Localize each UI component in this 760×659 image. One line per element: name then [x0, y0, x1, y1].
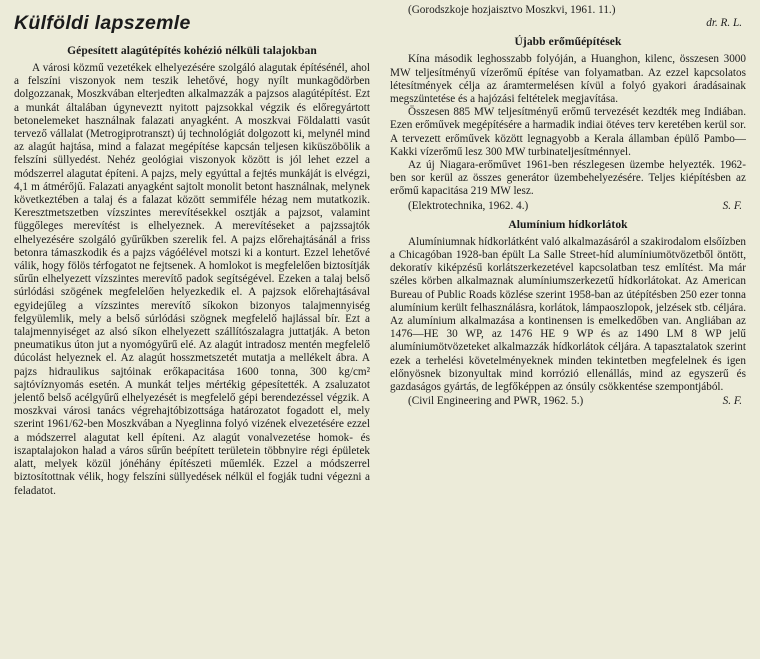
signature-aluminium: S. F.: [722, 395, 742, 408]
article-title-aluminium: Alumínium hídkorlátok: [508, 218, 628, 231]
article-body-aluminium: Alumíniumnak hídkorlátként való alkalmazásáról a szakirodalom elsőízben a Chicagóban 1928-ban épült La Salle Street-híd alumíniumötvözetből öntött, dekoratív kiképzésű korlátszerkezetével kapcsolatban tesz említést. Ma már széles körben alkalmaznak alumíniumszerkezetű hídkorlátokat. Az American Bureau of Public Roads közlése szerint 1958-ban az útépítésben 250 ezer tonna alumínium került felhasználásra, korlátok, lámpaoszlopok, jelzések stb. céljára. Az alumínium alkalmazása a kontinensen is emelkedőben van. Angliában az 1476—HE 30 WP, az 1476 HE 9 WP és az 1490 LM 8 WP jelű alumíniumötvözeteket alkalmazzák hídkorlátok céljára. A tapasztalatok szerint ezek a terhelési követelményeknek minden tekintetben megfelelnek és igen előnyösnek bizonyultak mind korrózió ellenállás, mind az egyszerű és gazdaságos gyártás, de legfőképpen az ónsúly csökkentése szempontjából.: [390, 235, 747, 394]
source-power: (Elektrotechnika, 1962. 4.): [408, 199, 529, 212]
signature-tunnel: dr. R. L.: [706, 17, 742, 30]
article-paragraph-power-1: Kína második leghosszabb folyóján, a Huanghon, kilenc, összesen 3000 MW teljesítményű vízerőmű építése van folyamatban. Az ezzel kapcsolatos létesítmények célja az áramtermelésen kívül a folyó gyakori áradásainak megszüntetése és a hajózási feltételek megjavítása.: [390, 53, 746, 106]
source-aluminium: (Civil Engineering and PWR, 1962. 5.): [408, 395, 584, 408]
source-tunnel: (Gorodszkoje hozjaisztvo Moszkvi, 1961. 11.): [408, 4, 616, 16]
source-line-aluminium: [390, 395, 746, 408]
source-line-power: [390, 200, 746, 213]
section-title: Külföldi lapszemle: [14, 12, 191, 34]
signature-power: S. F.: [722, 199, 742, 212]
source-line-tunnel: [390, 4, 746, 30]
article-paragraph-power-3: Az új Niagara-erőművet 1961-ben részlegesen üzembe helyezték. 1962-ben sor kerül az összes generátor üzembehelyezésére. Teljes kiépítésben az erőmű kapacitása 219 MW lesz.: [390, 159, 746, 198]
article-body-tunnel: A városi közmű vezetékek elhelyezésére szolgáló alagutak építésénél, ahol a felszíni viszonyok nem teszik lehetővé, hogy nyílt munkagödörben dolgozzanak, Moszkvában elterjedten alkalmazzák a pajzsos alagútépítést. Ezt a munkát általában úgyneveztt nyitott pajzsokkal végzik és előregyártott betonelemeket használnak falazati anyagként. A moszkvai Földalatti vasút tervező vállalat (Metrogiprotranszt) új technológiát dolgozott ki, melynél mind az alagút hajtása, mind a falazat megépítése kapcsán teljesen kiküszöbölik a felszíni süllyedést. Nehéz geológiai viszonyok között is jól lehet ezzel a módszerrel alagutat építeni. A pajzs, mely egyúttal a fejtés munkáját is elvégzi, 4,1 m átmérőjű. Falazati anyagként sajtolt monolit betont használnak, melynek következtében a talaj és a falazat között semmiféle hézag nem mutatkozik. Keresztmetszetben vízszintes merevítésekkel osztják a pajzsot, valamint függőleges merevítést is elhelyeznek. A merevítéseket a pajzssajtók elhelyezésére szolgáló gyűrűkben szerelik fel. A pajzs előrehajtásánál a friss betonra támaszkodik és a pajzs vágóélével motszi ki a konturt. Ezzel lehetővé válik, hogy fölös térfogatot ne fejtsenek. A homlokot is megfelelően biztosítják sűrűn elhelyezett vízszintes merevítő padok segítségével. Ezeken a talaj belső súrlódási szögének megfelelően helyezkedik el. A pajzsok előrehajtásával egyidejűleg a vízszintes merevítő síkokon bizonyos talajmennyiség felgyülemlik, mely a belső súrlódási szögnek megfelelő hajlással bír. Ezt a talajmennyiséget az alsó síkon elhelyezett szállítószalagra juttatják. A beton pneumatikus úton jut a nyomógyűrű elé. Az alagút intradosz mentén megfelelő dúcolást helyeznek el. Az alagút hosszmetszetét mutatja a mellékelt ábra. A pajzs hidraulikus sajtóinak erőkapacitása 1600 tonna, 300 kg/cm² sajtóvíznyomás esetén. A munkát teljes mértékig gépesítették. A zsaluzatot jelentő belső acélgyűrű elhelyezését is megfelelő gépi berendezéssel végzik. A moszkvai városi tanács végrehajtóbizottsága határozatot fogadott el, mely szerint 1961/62-ben Moszkvában a Nyeglinna folyó vizének elvezetésére ezzel a módszerrel alagutat kell építeni. Az alagút vonalvezetése homok- és iszaptalajokon halad a város sűrűn beépített területein többnyire régi épületek alatt, melyek közül jónéhány építészeti műemlék. Ezzel a módszerrel biztosítottnak vélik, hogy felszíni süllyedések nélkül el fogják tudni végezni a feladatot.: [14, 62, 370, 497]
article-paragraph-power-2: Összesen 885 MW teljesítményű erőmű tervezését kezdték meg Indiában. Ezen erőművek megépítésére a harmadik indiai ötéves terv keretében kerül sor. A tervezett erőművek között legnagyobb a Kerala államban épülő Pambo—Kakki vízerőmű lesz 300 MW turbinateljesítménnyel.: [390, 106, 746, 158]
left-column: [0, 0, 378, 659]
right-column: [384, 0, 760, 659]
article-title-tunnel: Gépesített alagútépítés kohézió nélküli talajokban: [67, 45, 317, 57]
article-title-power: Újabb erőműépítések: [514, 36, 622, 49]
